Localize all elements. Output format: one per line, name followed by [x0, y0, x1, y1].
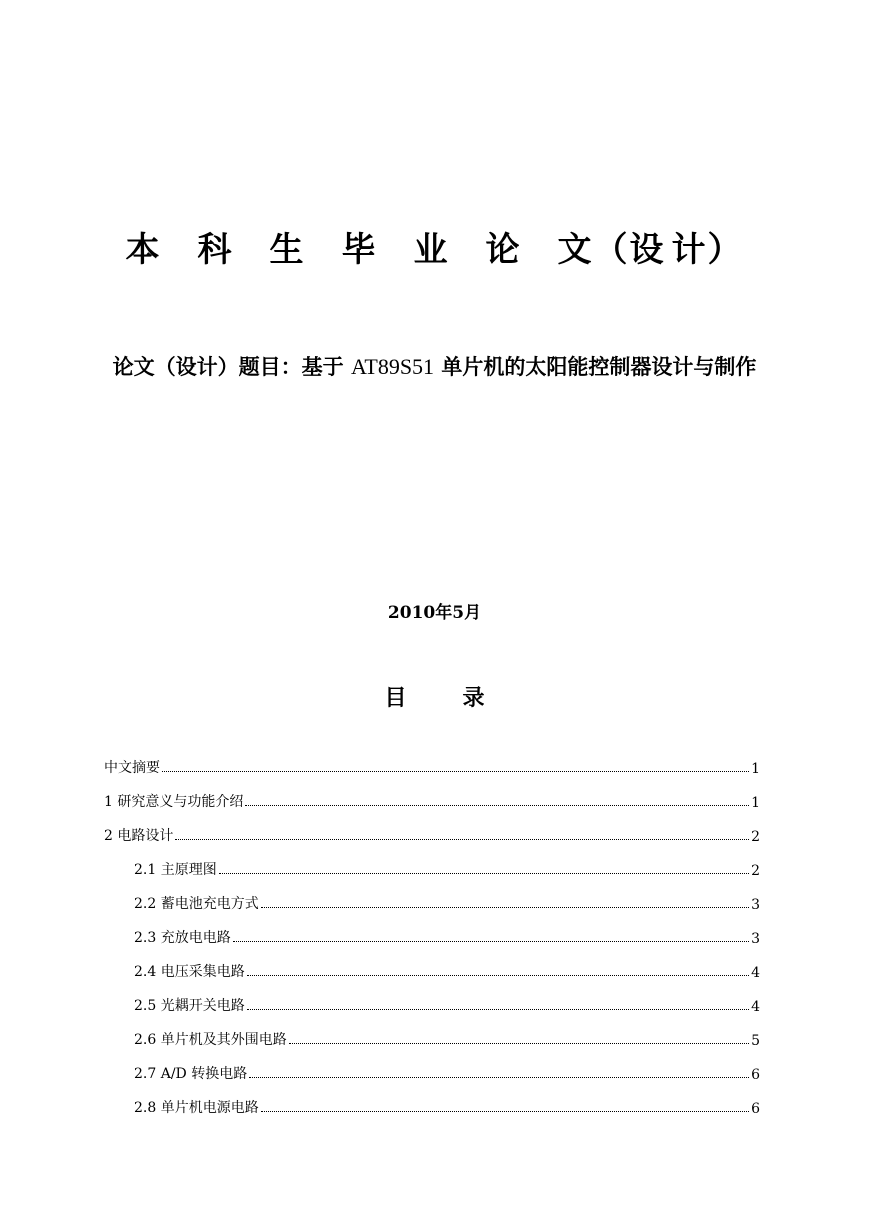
toc-entry-page: 6 [751, 1067, 760, 1083]
title-char: 文（设 [557, 230, 666, 270]
toc-entry[interactable] [104, 947, 760, 981]
toc-entry[interactable] [104, 879, 760, 913]
toc-leader-dots [247, 1008, 749, 1010]
title-char: 生 [269, 230, 306, 270]
toc-entry-page: 1 [751, 795, 760, 811]
toc-leader-dots [219, 872, 749, 874]
title-char: 论 [485, 230, 522, 270]
topic-model: AT89S51 [350, 354, 435, 379]
toc-entry[interactable] [104, 981, 760, 1015]
toc-heading-char: 录 [462, 686, 485, 711]
toc-entry-label: 2.4 电压采集电路 [134, 964, 245, 980]
title-char: 科 [197, 230, 234, 270]
toc-entry[interactable] [104, 777, 760, 811]
title-char: 计） [671, 230, 744, 270]
toc-entry[interactable] [104, 1083, 760, 1117]
toc-leader-dots [175, 838, 749, 840]
toc-entry-page: 4 [751, 965, 760, 981]
toc-heading [0, 681, 869, 712]
title-char: 业 [413, 230, 450, 270]
thesis-date: 2010年5月 [387, 603, 482, 623]
toc-leader-dots [261, 1110, 749, 1112]
toc-leader-dots [247, 974, 749, 976]
toc-leader-dots [162, 770, 749, 772]
toc-entry[interactable] [104, 1015, 760, 1049]
toc-entry[interactable] [104, 845, 760, 879]
title-char: 毕 [341, 230, 378, 270]
toc-entry-page: 4 [751, 999, 760, 1015]
table-of-contents [104, 743, 760, 1117]
toc-entry-label: 2.2 蓄电池充电方式 [134, 896, 259, 912]
toc-entry-page: 3 [751, 931, 760, 947]
toc-leader-dots [261, 906, 749, 908]
topic-suffix: 单片机的太阳能控制器设计与制作 [441, 354, 757, 379]
toc-entry-label: 2.1 主原理图 [134, 862, 217, 878]
thesis-main-title [0, 222, 869, 271]
toc-leader-dots [289, 1042, 749, 1044]
toc-entry[interactable] [104, 1049, 760, 1083]
topic-prefix: 论文（设计）题目：基于 [112, 354, 344, 379]
toc-entry-page: 3 [751, 897, 760, 913]
toc-entry-page: 6 [751, 1101, 760, 1117]
toc-leader-dots [245, 804, 749, 806]
toc-entry-label: 2.5 光耦开关电路 [134, 998, 245, 1014]
toc-heading-char: 目 [384, 686, 407, 711]
toc-entry-label: 1 研究意义与功能介绍 [104, 794, 244, 810]
thesis-topic [100, 345, 769, 389]
toc-entry[interactable] [104, 913, 760, 947]
toc-entry-label: 2 电路设计 [104, 828, 174, 844]
toc-entry-label: 2.6 单片机及其外围电路 [134, 1032, 287, 1048]
toc-leader-dots [233, 940, 749, 942]
toc-entry-page: 5 [751, 1033, 760, 1049]
toc-entry-page: 2 [751, 829, 760, 845]
toc-entry[interactable] [104, 811, 760, 845]
toc-entry-page: 1 [751, 761, 760, 777]
toc-entry[interactable] [104, 743, 760, 777]
toc-entry-label: 2.8 单片机电源电路 [134, 1100, 259, 1116]
toc-entry-label: 中文摘要 [104, 760, 160, 776]
toc-entry-label: 2.7 A/D 转换电路 [134, 1066, 248, 1082]
title-char: 本 [125, 230, 162, 270]
toc-leader-dots [249, 1076, 749, 1078]
toc-entry-label: 2.3 充放电电路 [134, 930, 231, 946]
toc-entry-page: 2 [751, 863, 760, 879]
